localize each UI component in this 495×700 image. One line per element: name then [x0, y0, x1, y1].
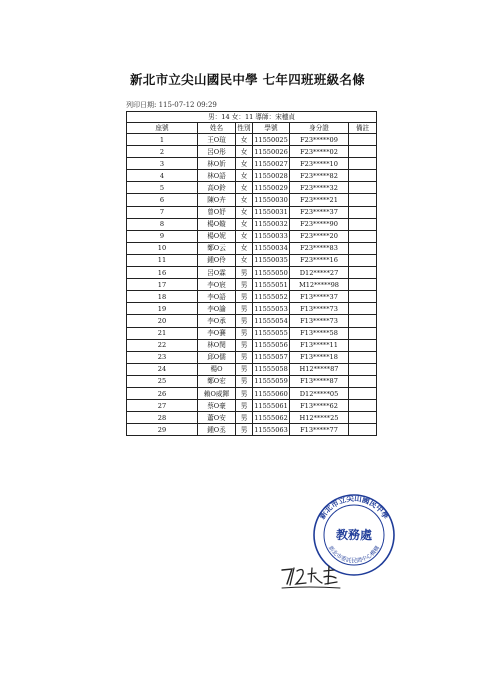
student-id-cell: 11555053	[253, 303, 290, 315]
table-row	[127, 327, 377, 339]
note-cell	[349, 146, 377, 158]
gender-cell: 男	[236, 351, 253, 363]
seat-number-cell: 22	[127, 339, 198, 351]
table-row	[127, 267, 377, 279]
national-id-cell: F23*****20	[290, 230, 349, 242]
student-name-cell: 林O閔	[198, 339, 236, 351]
national-id-cell: F13*****11	[290, 339, 349, 351]
table-row	[127, 339, 377, 351]
print-date: 列印日期: 115-07-12 09:29	[126, 101, 217, 109]
note-cell	[349, 267, 377, 279]
note-cell	[349, 194, 377, 206]
student-id-cell: 11555057	[253, 351, 290, 363]
note-cell	[349, 424, 377, 436]
student-name-cell: 陳O卉	[198, 194, 236, 206]
table-row	[127, 363, 377, 375]
table-row	[127, 303, 377, 315]
student-name-cell: 邱O儒	[198, 351, 236, 363]
student-name-cell: 鍾O伶	[198, 254, 236, 266]
national-id-cell: H12*****25	[290, 412, 349, 424]
seat-number-cell: 11	[127, 254, 198, 266]
note-cell	[349, 315, 377, 327]
seat-number-cell: 8	[127, 218, 198, 230]
student-name-cell: 鄭O宏	[198, 375, 236, 387]
gender-cell: 男	[236, 315, 253, 327]
table-row	[127, 424, 377, 436]
student-name-cell: 林O妡	[198, 158, 236, 170]
national-id-cell: F23*****10	[290, 158, 349, 170]
seat-number-cell: 9	[127, 230, 198, 242]
note-cell	[349, 412, 377, 424]
seal-center-text: 教務處	[335, 528, 373, 542]
student-id-cell: 11555059	[253, 375, 290, 387]
note-cell	[349, 182, 377, 194]
student-id-cell: 11555061	[253, 400, 290, 412]
gender-cell: 男	[236, 363, 253, 375]
svg-text:新北市立尖山國民中學	[317, 493, 392, 521]
table-row	[127, 412, 377, 424]
gender-cell: 男	[236, 327, 253, 339]
table-row	[127, 242, 377, 254]
note-cell	[349, 351, 377, 363]
national-id-cell: F13*****62	[290, 400, 349, 412]
gender-cell: 男	[236, 291, 253, 303]
student-name-cell: 楊O	[198, 363, 236, 375]
student-name-cell: 楊O嫙	[198, 218, 236, 230]
note-cell	[349, 230, 377, 242]
national-id-cell: F13*****37	[290, 291, 349, 303]
note-cell	[349, 291, 377, 303]
student-id-cell: 11555054	[253, 315, 290, 327]
gender-cell: 男	[236, 303, 253, 315]
student-name-cell: 曾O妤	[198, 206, 236, 218]
gender-cell: 女	[236, 242, 253, 254]
gender-cell: 男	[236, 339, 253, 351]
gender-cell: 男	[236, 375, 253, 387]
student-name-cell: 王O瑄	[198, 134, 236, 146]
student-name-cell: 賴O威鍕	[198, 387, 236, 399]
note-cell	[349, 134, 377, 146]
national-id-cell: F23*****37	[290, 206, 349, 218]
gender-cell: 女	[236, 230, 253, 242]
national-id-cell: M12*****98	[290, 279, 349, 291]
table-row	[127, 170, 377, 182]
national-id-cell: F13*****73	[290, 303, 349, 315]
table-row	[127, 218, 377, 230]
gender-cell: 男	[236, 387, 253, 399]
national-id-cell: D12*****05	[290, 387, 349, 399]
student-id-cell: 11550027	[253, 158, 290, 170]
seat-number-cell: 3	[127, 158, 198, 170]
seal-inner-text: 新北市委託民間中心機構	[326, 545, 382, 565]
note-cell	[349, 339, 377, 351]
student-name-cell: 李O承	[198, 315, 236, 327]
gender-cell: 女	[236, 146, 253, 158]
gender-cell: 女	[236, 158, 253, 170]
seat-number-cell: 16	[127, 267, 198, 279]
national-id-cell: F23*****32	[290, 182, 349, 194]
table-row	[127, 400, 377, 412]
student-id-cell: 11550025	[253, 134, 290, 146]
national-id-cell: F23*****21	[290, 194, 349, 206]
seat-number-cell: 6	[127, 194, 198, 206]
table-row	[127, 315, 377, 327]
table-row	[127, 206, 377, 218]
student-id-cell: 11555062	[253, 412, 290, 424]
gender-cell: 女	[236, 182, 253, 194]
student-id-cell: 11555056	[253, 339, 290, 351]
note-cell	[349, 170, 377, 182]
student-id-cell: 11550035	[253, 254, 290, 266]
seat-number-cell: 2	[127, 146, 198, 158]
student-name-cell: 林O語	[198, 170, 236, 182]
note-cell	[349, 254, 377, 266]
table-row	[127, 254, 377, 266]
table-row	[127, 279, 377, 291]
seat-number-cell: 26	[127, 387, 198, 399]
column-header: 備註	[349, 123, 377, 134]
table-row	[127, 158, 377, 170]
national-id-cell: D12*****27	[290, 267, 349, 279]
seat-number-cell: 18	[127, 291, 198, 303]
student-name-cell: 李O宸	[198, 279, 236, 291]
seat-number-cell: 7	[127, 206, 198, 218]
table-row	[127, 387, 377, 399]
note-cell	[349, 206, 377, 218]
student-id-cell: 11555052	[253, 291, 290, 303]
note-cell	[349, 363, 377, 375]
student-id-cell: 11555050	[253, 267, 290, 279]
national-id-cell: F23*****82	[290, 170, 349, 182]
seat-number-cell: 10	[127, 242, 198, 254]
seat-number-cell: 5	[127, 182, 198, 194]
column-header: 性別	[237, 124, 251, 132]
student-id-cell: 11550031	[253, 206, 290, 218]
note-cell	[349, 158, 377, 170]
note-cell	[349, 279, 377, 291]
handwritten-signature	[278, 562, 358, 592]
student-name-cell: 李O賽	[198, 327, 236, 339]
table-row	[127, 375, 377, 387]
note-cell	[349, 218, 377, 230]
student-id-cell: 11550034	[253, 242, 290, 254]
seal-outer-text: 新北市立尖山國民中學	[317, 493, 391, 521]
student-id-cell: 11555058	[253, 363, 290, 375]
seat-number-cell: 28	[127, 412, 198, 424]
student-name-cell: 蕭O安	[198, 412, 236, 424]
gender-cell: 男	[236, 424, 253, 436]
class-roster-table	[126, 111, 377, 436]
national-id-cell: H12*****87	[290, 363, 349, 375]
seat-number-cell: 17	[127, 279, 198, 291]
seat-number-cell: 23	[127, 351, 198, 363]
roster-body	[127, 134, 377, 436]
gender-cell: 女	[236, 170, 253, 182]
student-id-cell: 11555063	[253, 424, 290, 436]
table-row	[127, 230, 377, 242]
student-name-cell: 鍾O丞	[198, 424, 236, 436]
note-cell	[349, 387, 377, 399]
seat-number-cell: 4	[127, 170, 198, 182]
column-header: 姓名	[198, 123, 236, 134]
student-name-cell: 李O諭	[198, 303, 236, 315]
national-id-cell: F13*****18	[290, 351, 349, 363]
seat-number-cell: 1	[127, 134, 198, 146]
table-row	[127, 134, 377, 146]
national-id-cell: F23*****02	[290, 146, 349, 158]
student-id-cell: 11550028	[253, 170, 290, 182]
column-header: 座號	[127, 123, 198, 134]
column-header: 身分證	[290, 123, 349, 134]
gender-cell: 女	[236, 194, 253, 206]
seat-number-cell: 21	[127, 327, 198, 339]
gender-cell: 女	[236, 254, 253, 266]
table-row	[127, 182, 377, 194]
note-cell	[349, 400, 377, 412]
student-id-cell: 11555055	[253, 327, 290, 339]
student-id-cell: 11550030	[253, 194, 290, 206]
table-row	[127, 194, 377, 206]
seat-number-cell: 29	[127, 424, 198, 436]
gender-cell: 女	[236, 206, 253, 218]
student-id-cell: 11555051	[253, 279, 290, 291]
national-id-cell: F13*****58	[290, 327, 349, 339]
national-id-cell: F23*****09	[290, 134, 349, 146]
seat-number-cell: 24	[127, 363, 198, 375]
national-id-cell: F13*****87	[290, 375, 349, 387]
student-name-cell: 鄭O云	[198, 242, 236, 254]
national-id-cell: F13*****73	[290, 315, 349, 327]
class-summary: 男：14 女：11 導師：宋穗貞	[127, 112, 377, 123]
table-row	[127, 291, 377, 303]
national-id-cell: F13*****77	[290, 424, 349, 436]
student-name-cell: 李O語	[198, 291, 236, 303]
gender-cell: 男	[236, 400, 253, 412]
note-cell	[349, 242, 377, 254]
note-cell	[349, 303, 377, 315]
student-name-cell: 蔡O豪	[198, 400, 236, 412]
student-name-cell: 高O鈴	[198, 182, 236, 194]
gender-cell: 女	[236, 218, 253, 230]
column-header-row	[127, 123, 377, 134]
seat-number-cell: 20	[127, 315, 198, 327]
national-id-cell: F23*****90	[290, 218, 349, 230]
seat-number-cell: 19	[127, 303, 198, 315]
note-cell	[349, 327, 377, 339]
student-name-cell: 呂O霖	[198, 267, 236, 279]
national-id-cell: F23*****83	[290, 242, 349, 254]
student-id-cell: 11550026	[253, 146, 290, 158]
national-id-cell: F23*****16	[290, 254, 349, 266]
page-title: 新北市立尖山國民中學 七年四班班級名條	[129, 72, 366, 87]
gender-cell: 男	[236, 279, 253, 291]
gender-cell: 男	[236, 412, 253, 424]
student-id-cell: 11550033	[253, 230, 290, 242]
gender-cell: 女	[236, 134, 253, 146]
student-name-cell: 呂O彤	[198, 146, 236, 158]
column-header: 學號	[253, 123, 290, 134]
gender-cell: 男	[236, 267, 253, 279]
student-name-cell: 楊O妮	[198, 230, 236, 242]
student-id-cell: 11555060	[253, 387, 290, 399]
student-id-cell: 11550032	[253, 218, 290, 230]
seat-number-cell: 27	[127, 400, 198, 412]
student-id-cell: 11550029	[253, 182, 290, 194]
table-row	[127, 351, 377, 363]
seat-number-cell: 25	[127, 375, 198, 387]
note-cell	[349, 375, 377, 387]
table-row	[127, 146, 377, 158]
